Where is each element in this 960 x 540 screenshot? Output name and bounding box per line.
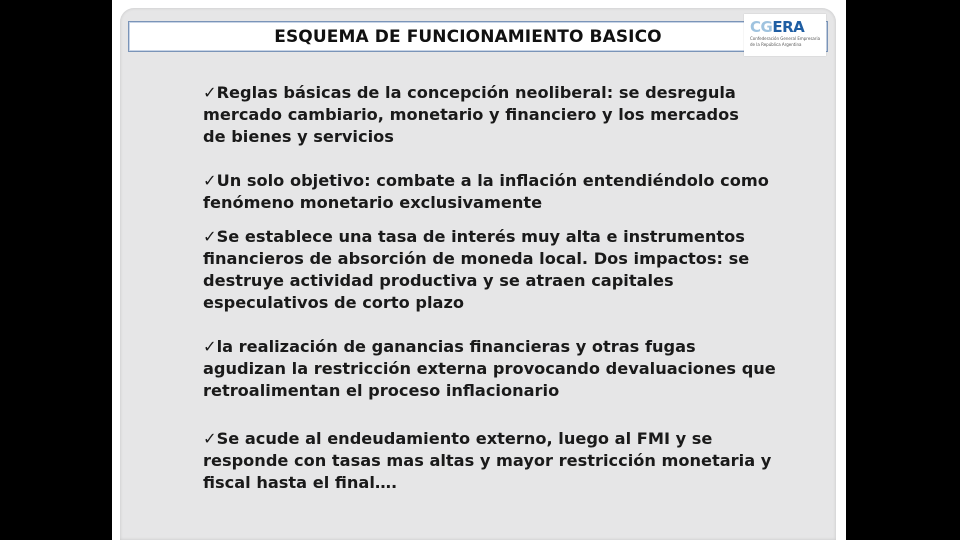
check-icon: ✓: [203, 337, 217, 356]
logo-mark-part2: ERA: [772, 18, 805, 36]
slide-title: ESQUEMA DE FUNCIONAMIENTO BASICO: [274, 26, 662, 47]
cgera-logo: [744, 14, 826, 56]
bullet-item: [203, 170, 803, 214]
title-bar: [128, 21, 828, 52]
bullet-line: mercado cambiario, monetario y financiero y los mercados: [203, 105, 739, 124]
bullet-line: retroalimentan el proceso inflacionario: [203, 381, 560, 400]
bullet-line: de bienes y servicios: [203, 127, 394, 146]
bullet-line: fenómeno monetario exclusivamente: [203, 193, 543, 212]
logo-mark-part1: CG: [750, 18, 773, 36]
check-icon: ✓: [203, 429, 217, 448]
bullet-text: la realización de ganancias financieras y otras fugas: [216, 337, 696, 356]
bullet-item: [203, 82, 803, 148]
bullet-text: Un solo objetivo: combate a la inflación entendiéndolo como: [216, 171, 769, 190]
bullet-item: [203, 428, 803, 494]
bullet-line: [203, 82, 803, 104]
bullet-line: [203, 170, 803, 192]
bullet-item: [203, 336, 803, 402]
bullet-line: [203, 336, 803, 358]
bullet-line: destruye actividad productiva y se atraen capitales: [203, 271, 674, 290]
bullet-line: fiscal hasta el final….: [203, 473, 398, 492]
check-icon: ✓: [203, 171, 217, 190]
bullet-line: especulativos de corto plazo: [203, 293, 464, 312]
bullet-item: [203, 226, 803, 314]
check-icon: ✓: [203, 83, 217, 102]
bullet-text: Se establece una tasa de interés muy alta e instrumentos: [216, 227, 745, 246]
logo-mark: [750, 20, 822, 35]
bullet-text: Reglas básicas de la concepción neoliberal: se desregula: [216, 83, 736, 102]
bullet-line: financieros de absorción de moneda local. Dos impactos: se: [203, 249, 750, 268]
bullet-line: [203, 226, 803, 248]
check-icon: ✓: [203, 227, 217, 246]
bullet-text: Se acude al endeudamiento externo, luego al FMI y se: [216, 429, 713, 448]
bullet-line: responde con tasas mas altas y mayor restricción monetaria y: [203, 451, 772, 470]
bullet-line: agudizan la restricción externa provocando devaluaciones que: [203, 359, 776, 378]
logo-subtitle-line2: de la República Argentina: [750, 42, 802, 47]
logo-subtitle-line1: Confederación General Empresaria: [750, 36, 821, 41]
bullet-line: [203, 428, 803, 450]
